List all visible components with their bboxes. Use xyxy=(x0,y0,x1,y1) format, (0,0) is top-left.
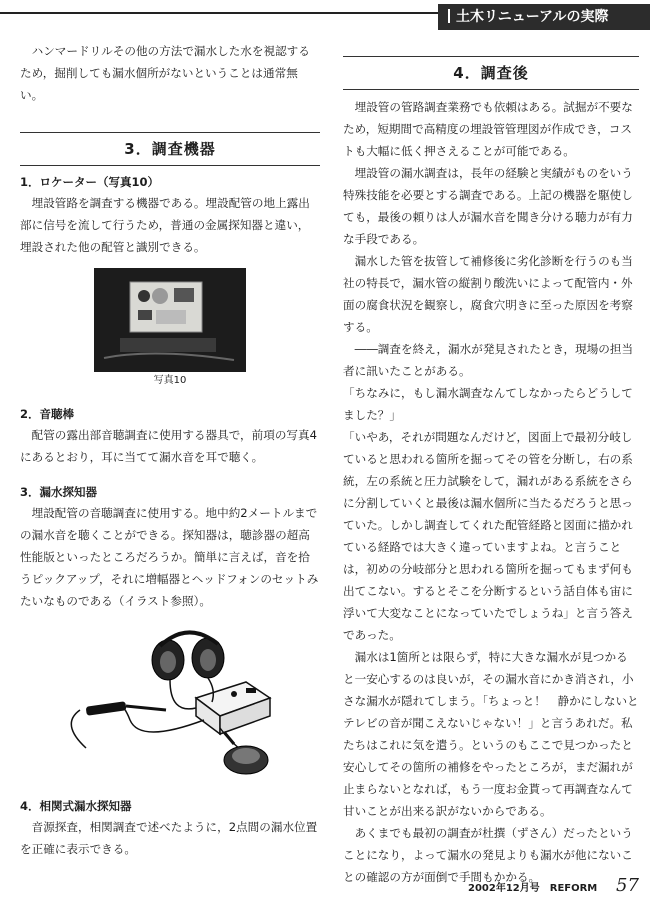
paragraph-4: ――調査を終え，漏水が発見されたとき，現場の担当者に訊いたことがある。 xyxy=(343,342,634,378)
item3-text: 埋設配管の音聴調査に使用する。地中約2メートルまでの漏水音を聴くことができる。探知器は，聴診器の超高性能版といったところだろうか。簡単に言えば，音を拾うピックアップ，それに増幅器とヘッドフォンのセットみたいなものである（イラスト参照）。 xyxy=(20,506,319,608)
photo-caption: 写真10 xyxy=(153,375,187,386)
locator-photo-illustration xyxy=(94,268,246,372)
section4-heading: 4．調査後 xyxy=(453,64,529,82)
left-column xyxy=(20,40,320,860)
paragraph-2: 埋設管の漏水調査は，長年の経験と実績がものをいう特殊技能を必要とする調査である。上記の機器を駆使しても，最後の頼りは人が漏水音を聞き分ける聴力が有力な手段である。 xyxy=(343,166,633,246)
footer-issue: 2002年12月号 REFORM xyxy=(468,883,598,894)
page-number: 57 xyxy=(616,875,639,896)
paragraph-8: あくまでも最初の調査が杜撰（ずさん）だったということになり，よって漏水の発見よりも漏水が他にないことの確認の方が面倒で手間もかかる。 xyxy=(343,826,633,884)
paragraph-7: 漏水は1箇所とは限らず，特に大きな漏水が見つかると一安心するのは良いが，その漏水音にかき消され，小さな漏水が隠れてしまう。「ちょっと！ 静かにしないとテレビの音が聞こえないじゃない！」と言うあれだ。私たちはこれに気を遣う。というのもここで見つかったと安心してその箇所の補修をやったところが，まだ漏れが止まらないとなれば，もう一度お金貰って再調査なんて甘いことが出来る訳がないからである。 xyxy=(343,650,639,818)
item4-text: 音源探査，相関調査で述べたように，2点間の漏水位置を正確に表示できる。 xyxy=(20,820,318,856)
detector-illustration xyxy=(20,624,320,784)
item3-title: 3．漏水探知器 xyxy=(20,485,98,499)
item2-text: 配管の露出部音聴調査に使用する器具で，前項の写真4にあるとおり，耳に当てて漏水音を耳で聴く。 xyxy=(20,428,317,464)
paragraph-5: 「ちなみに，もし漏水調査なんてしなかったらどうしてました？」 xyxy=(343,386,633,422)
paragraph-1: 埋設管の管路調査業務でも依頼はある。試掘が不要なため，短期間で高精度の埋設管管理図が作成でき，コストも大幅に低く押さえることが可能である。 xyxy=(343,100,633,158)
section-banner xyxy=(438,4,650,30)
paragraph-3: 漏水した管を抜管して補修後に劣化診断を行うのも当 社の特長で，漏水管の縦割り酸洗いによって配管内・外面の腐食状況を観察し，腐食穴明きに至った原因を考察する。 xyxy=(343,254,645,334)
photo-10 xyxy=(94,268,246,372)
item1-title: 1．ロケーター（写真10） xyxy=(20,175,160,189)
section4-bottom-rule xyxy=(343,89,639,90)
headphone-amplifier-pickup-illustration xyxy=(20,624,320,784)
page-footer xyxy=(0,877,650,897)
intro-paragraph: ハンマードリルその他の方法で漏水した水を視認するため，掘削しても漏水個所がないということは通常無い。 xyxy=(20,44,310,102)
section3-bottom-rule xyxy=(20,165,320,166)
section-title: 土木リニューアルの実際 xyxy=(456,9,609,25)
item4-title: 4．相関式漏水探知器 xyxy=(20,799,132,813)
item1-text: 埋設管路を調査する機器である。埋設配管の地上露出部に信号を流して行うため，普通の金属探知器と違い，埋設された他の配管と識別できる。 xyxy=(20,196,310,254)
right-column xyxy=(343,56,645,888)
paragraph-6: 「いやあ，それが問題なんだけど，図面上で最初分岐していると思われる箇所を掘ってその管を分断し，右の系統，左の系統と圧力試験をして，漏れがある系統をさらに分割していくと最後は漏水個所に当たるだろうと思っていた。しかし調査してくれた配管経路と図面に描かれている経路では大きく違っていますよね。と言うことは，初めの分岐部分と思われる箇所を掘ってもまず何も出てこない。するとそこを分断するという話自体も宙に浮いて大変なことになっていたでしょうね」と言う答えであった。 xyxy=(343,430,633,642)
section3-heading: 3．調査機器 xyxy=(124,140,216,158)
banner-bar xyxy=(448,9,450,23)
item2-title: 2．音聴棒 xyxy=(20,407,75,421)
